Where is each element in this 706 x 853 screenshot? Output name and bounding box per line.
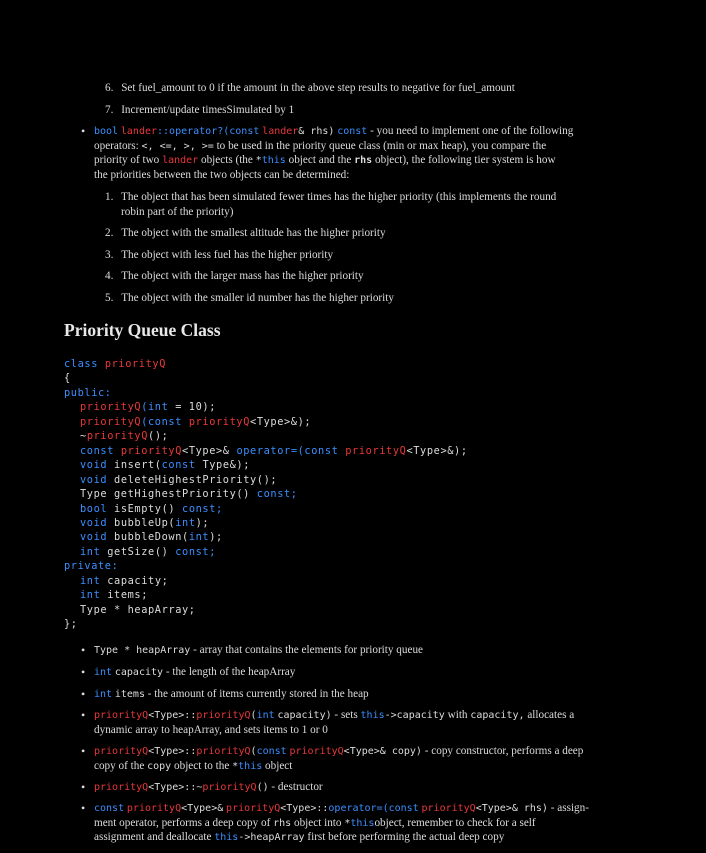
code-text: = 10); — [168, 401, 217, 414]
code-text: <Type>&); — [406, 444, 468, 457]
code-class: priorityQ — [80, 401, 142, 414]
code-text: (); — [148, 430, 169, 443]
code-keyword: const; — [175, 545, 217, 558]
tier-number: 1. — [105, 191, 114, 203]
code-text: * — [255, 155, 262, 167]
code-text: items; — [107, 589, 149, 602]
code-class: priorityQ — [126, 803, 182, 814]
code-class: priorityQ — [345, 444, 407, 457]
bullet-text: object to the — [174, 759, 230, 772]
bullet-text: copy of the — [94, 759, 145, 772]
code-class: priorityQ — [289, 746, 344, 757]
code-keyword: int — [94, 667, 113, 678]
step-text: Set fuel_amount to 0 if the amount in the above step results to negative for fuel_amount — [121, 82, 515, 94]
code-text: getSize() — [107, 545, 169, 558]
code-text: insert( — [114, 459, 162, 472]
code-listing — [64, 357, 468, 632]
code-keyword: this — [350, 817, 375, 829]
code-keyword: const — [161, 459, 196, 472]
bullet-text: first before performing the actual deep copy — [307, 831, 505, 844]
code-keyword: void — [80, 516, 108, 529]
code-text: Type&); — [202, 459, 251, 472]
tier-text: The object with less fuel has the higher priority — [121, 249, 334, 261]
bullet-text: ment operator, performs a deep copy of — [94, 816, 271, 829]
code-keyword: const — [256, 746, 287, 757]
code-keyword: int — [94, 689, 113, 700]
code-text: * — [232, 760, 239, 772]
code-keyword: int — [80, 574, 101, 587]
bullet-text: objects (the — [200, 154, 253, 167]
bullet-text: - array that contains the elements for priority queue — [193, 644, 424, 656]
tier-4 — [105, 269, 364, 284]
code-text: capacity; — [107, 574, 169, 587]
bullet-text: - the amount of items currently stored in the heap — [147, 688, 369, 700]
tier-5 — [105, 291, 394, 306]
code-keyword: this — [214, 832, 239, 844]
code-operator: ::operator?( — [157, 126, 230, 137]
tier-text: The object with the smallest altitude has the higher priority — [121, 227, 386, 239]
code-class: priorityQ — [196, 710, 251, 721]
bullet-text: the priorities between the two objects can be determined: — [94, 168, 350, 181]
code-class: lander — [262, 126, 299, 137]
code-text: deleteHighestPriority(); — [114, 473, 278, 486]
code-keyword: void — [80, 531, 108, 544]
code-text: * — [344, 817, 351, 829]
code-class: priorityQ — [94, 746, 149, 757]
bullet-text: - destructor — [271, 781, 323, 793]
code-text: ->heapArray — [238, 832, 305, 844]
bullet-text: with — [447, 709, 468, 721]
code-keyword: class — [64, 358, 98, 370]
code-keyword: this — [360, 710, 385, 721]
code-class: priorityQ — [86, 430, 149, 443]
tier-text: robin part of the priority) — [121, 205, 234, 218]
code-text: copy — [147, 760, 172, 772]
bullet-text: - sets — [334, 709, 358, 721]
step-number: 6. — [105, 82, 114, 94]
code-keyword: (int — [141, 401, 169, 414]
code-keyword: int — [256, 710, 275, 721]
code-keyword: public: — [64, 386, 112, 399]
code-text: () — [256, 782, 269, 793]
code-text: <Type>:: — [280, 803, 329, 814]
code-text: & rhs) — [298, 126, 335, 137]
code-keyword: const; — [182, 502, 223, 515]
code-class: lander — [162, 155, 199, 167]
code-text: Type * heapArray — [94, 645, 191, 656]
code-keyword: void — [80, 473, 108, 486]
code-text: <, <=, >, >= — [141, 140, 214, 152]
code-text: ( — [250, 710, 257, 721]
code-text: ( — [250, 746, 257, 757]
code-class: priorityQ — [94, 782, 149, 793]
code-text: capacity — [114, 667, 164, 678]
code-class: priorityQ — [196, 746, 251, 757]
tier-text: The object that has been simulated fewer times has the higher priority (this implements the round — [121, 191, 557, 203]
bullet-text: object and the — [288, 154, 352, 167]
code-text: bubbleDown( — [114, 531, 189, 544]
code-keyword: const; — [256, 488, 298, 501]
step-6 — [105, 81, 515, 96]
code-text: <Type>::~ — [148, 782, 203, 793]
code-keyword: operator=(const — [236, 444, 339, 457]
bullet-text: allocates a — [527, 709, 575, 721]
code-keyword: int — [80, 545, 101, 558]
code-text: <Type>& copy) — [343, 746, 422, 757]
tier-number: 4. — [105, 270, 114, 282]
code-text: ~ — [80, 430, 87, 443]
code-keyword: const — [337, 126, 368, 137]
code-text: ); — [209, 531, 223, 544]
code-text: }; — [64, 618, 78, 631]
tier-number: 3. — [105, 249, 114, 261]
bullet-text: to be used in the priority queue class (min or max heap), you compare the — [216, 139, 547, 152]
code-text: <Type>&); — [250, 415, 312, 428]
code-text: <Type>& — [182, 444, 230, 457]
code-text: bubbleUp( — [114, 516, 176, 529]
code-keyword: int — [175, 516, 196, 529]
code-text: ); — [195, 516, 210, 529]
code-text: capacity) — [277, 710, 332, 721]
code-class: priorityQ — [104, 358, 167, 370]
step-7 — [105, 103, 294, 118]
code-text: { — [64, 372, 71, 385]
code-keyword: const — [229, 126, 260, 137]
step-number: 7. — [105, 104, 114, 116]
code-class: priorityQ — [94, 710, 149, 721]
code-class: lander — [120, 126, 158, 137]
bullet-text: - assign- — [550, 802, 589, 814]
code-keyword: private: — [64, 560, 119, 573]
code-text: <Type>& — [181, 803, 224, 814]
code-keyword: this — [238, 760, 263, 772]
tier-text: The object with the larger mass has the higher priority — [121, 270, 364, 282]
code-class: priorityQ — [226, 803, 281, 814]
code-keyword: (const — [141, 415, 182, 428]
bullet-text: - you need to implement one of the following — [370, 125, 574, 137]
code-keyword: this — [261, 155, 286, 167]
tier-text: The object with the smaller id number has the higher priority — [121, 292, 394, 304]
code-keyword: const — [94, 803, 125, 814]
code-keyword: operator=(const — [328, 803, 419, 814]
bullet-text: operators: — [94, 139, 139, 152]
section-title: Priority Queue Class — [64, 320, 221, 340]
code-keyword: bool — [80, 502, 108, 515]
bullet-text: - copy constructor, performs a deep — [424, 745, 584, 757]
code-keyword: int — [80, 589, 101, 602]
bullet-text: object, remember to check for a self — [374, 816, 536, 829]
bullet-text: object), the following tier system is how — [375, 154, 556, 167]
code-keyword: bool — [94, 126, 119, 137]
code-text: <Type>& rhs) — [475, 803, 548, 814]
tier-number: 2. — [105, 227, 114, 239]
tier-number: 5. — [105, 292, 114, 304]
code-keyword: int — [188, 531, 210, 544]
code-text: capacity, — [470, 710, 525, 721]
code-text: ->capacity — [384, 710, 445, 721]
code-class: priorityQ — [421, 803, 476, 814]
tier-3 — [105, 248, 333, 263]
code-text: Type * heapArray; — [80, 603, 196, 616]
code-text: <Type>:: — [148, 710, 197, 721]
step-text: Increment/update timesSimulated by 1 — [121, 104, 295, 116]
tier-2 — [105, 226, 386, 241]
code-text: Type getHighestPriority() — [80, 488, 250, 501]
bullet-text: dynamic array to heapArray, and sets items to 1 or 0 — [94, 723, 328, 736]
bullet-text: assignment and deallocate — [94, 831, 212, 844]
code-class: priorityQ — [202, 782, 257, 793]
code-text: items — [114, 689, 145, 700]
bullet-text: object — [265, 759, 293, 772]
code-class: priorityQ — [188, 415, 251, 428]
bullet-text: object into — [293, 816, 342, 829]
code-class: priorityQ — [120, 444, 183, 457]
bullet-text: - the length of the heapArray — [165, 666, 296, 678]
code-text: isEmpty() — [114, 502, 176, 515]
code-text: rhs — [354, 155, 373, 167]
code-keyword: const — [80, 444, 114, 457]
code-keyword: void — [80, 459, 108, 472]
code-text: <Type>:: — [148, 746, 197, 757]
code-class: priorityQ — [80, 415, 142, 428]
bullet-text: priority of two — [94, 154, 160, 167]
code-text: rhs — [273, 817, 292, 829]
